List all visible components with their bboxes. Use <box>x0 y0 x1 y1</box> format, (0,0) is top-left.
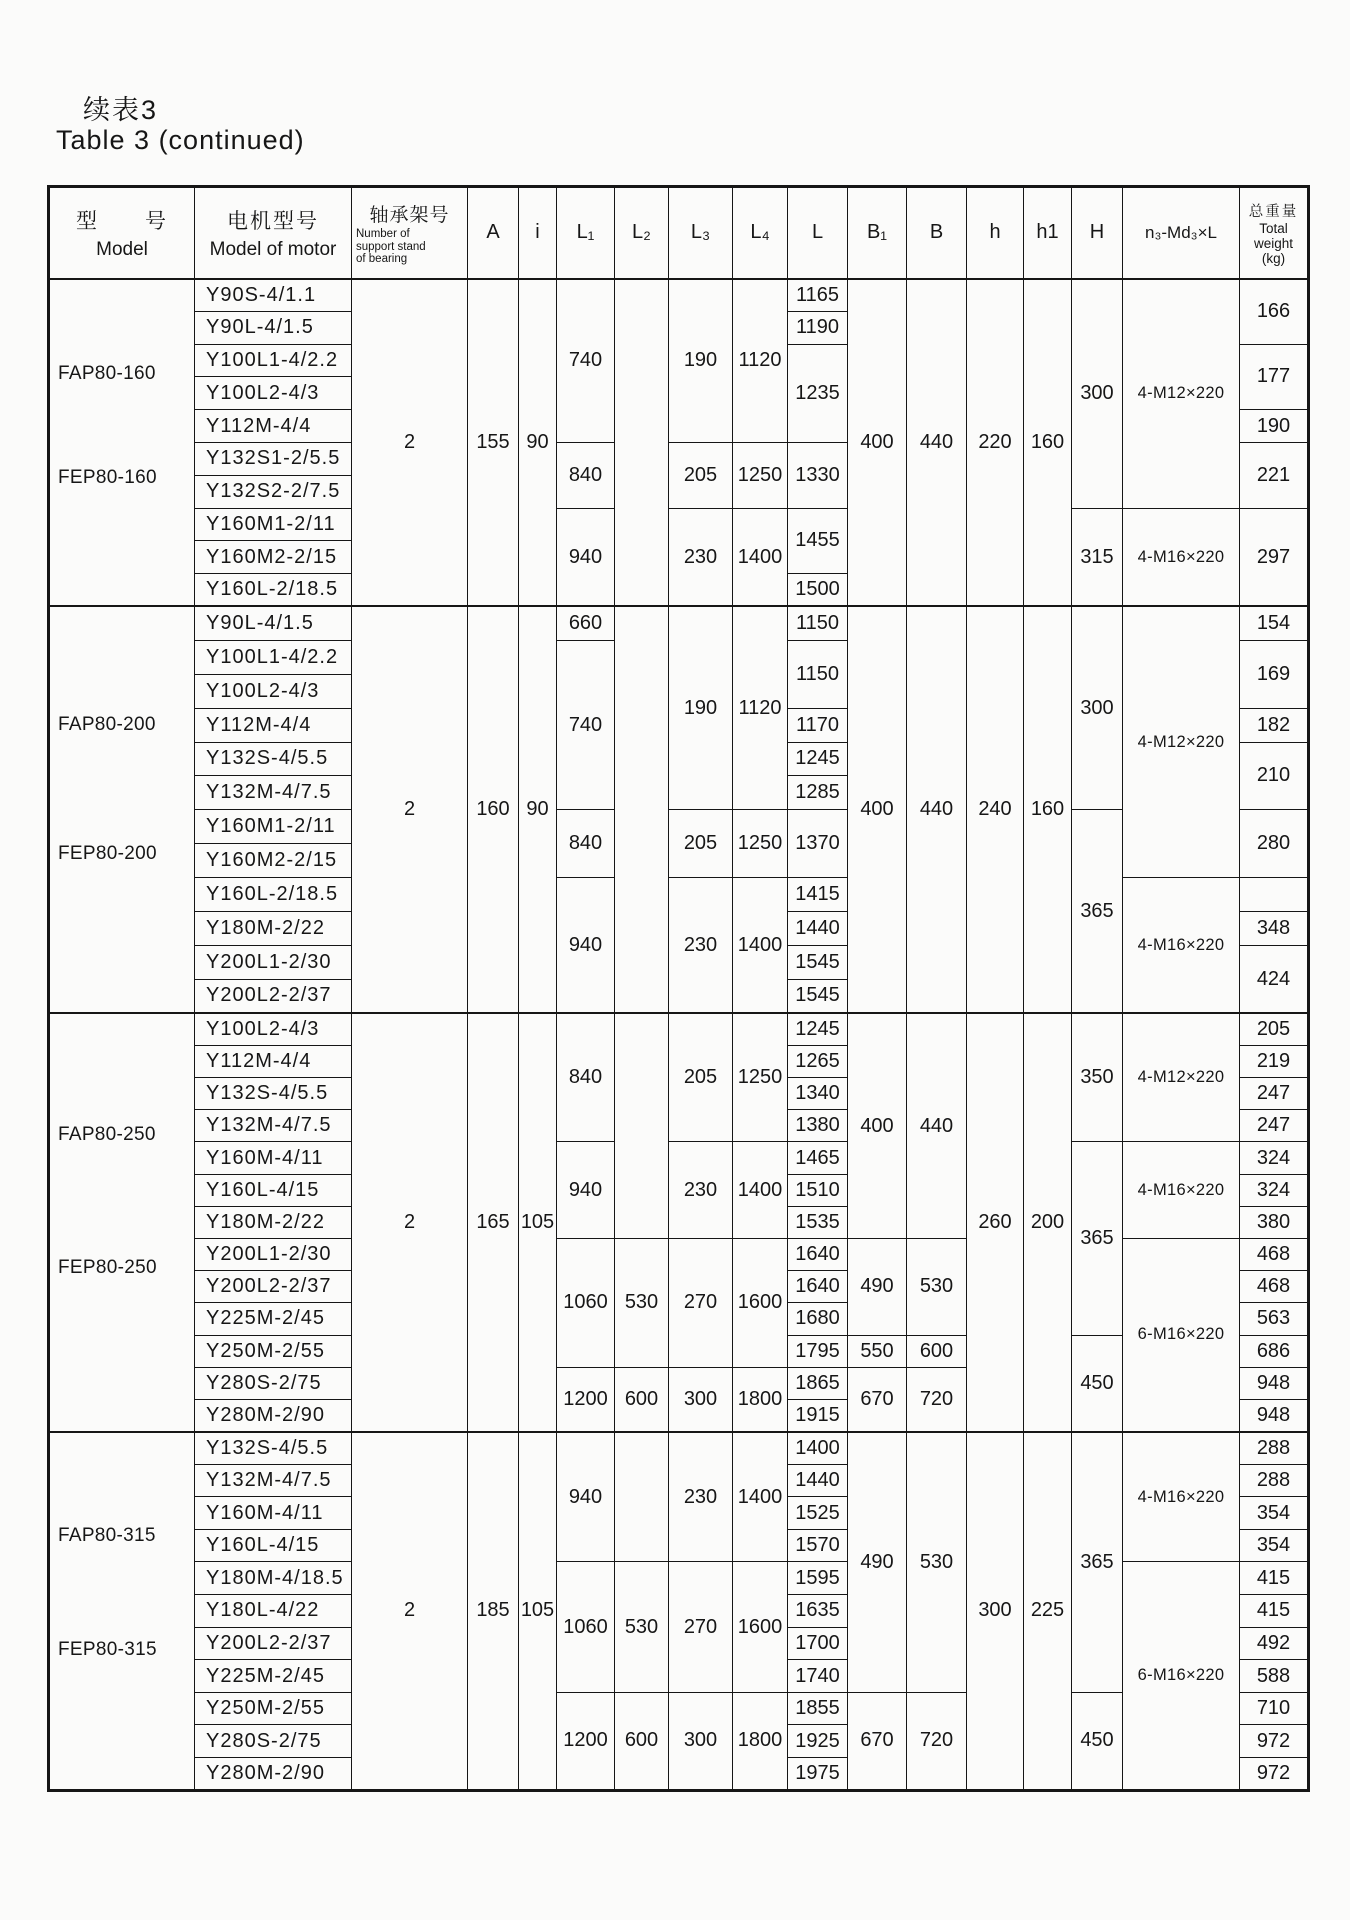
col-L-value: 1400 <box>788 1432 848 1465</box>
col-L4-value: 1400 <box>733 878 788 1014</box>
motor-cell: Y132S-4/5.5 <box>195 1078 352 1110</box>
motor-cell: Y180M-2/22 <box>195 1206 352 1238</box>
col-wt-value: 415 <box>1240 1562 1309 1595</box>
col-L3-value: 300 <box>669 1692 733 1790</box>
table-row <box>49 1013 1309 1045</box>
col-L1-value: 1200 <box>557 1367 615 1431</box>
col-L3-value: 230 <box>669 1432 733 1562</box>
col-wt-value: 686 <box>1240 1335 1309 1367</box>
spec-table <box>47 185 1310 1792</box>
header-col-A: A <box>468 187 519 279</box>
col-B-value: 440 <box>907 606 967 1013</box>
header-col-L3: L₃ <box>669 187 733 279</box>
model-fap: FAP80-160 <box>58 363 156 385</box>
col-h-value: 220 <box>967 279 1024 607</box>
col-L3-value: 230 <box>669 508 733 606</box>
col-wt-value: 354 <box>1240 1529 1309 1562</box>
col-wt-value: 221 <box>1240 442 1309 508</box>
header-row <box>49 187 1309 279</box>
col-L-value: 1795 <box>788 1335 848 1367</box>
col-L-value: 1635 <box>788 1595 848 1628</box>
col-wt-value: 380 <box>1240 1206 1309 1238</box>
col-L-value: 1465 <box>788 1142 848 1174</box>
motor-cell: Y100L2-4/3 <box>195 1013 352 1045</box>
header-model <box>49 187 195 279</box>
col-L3-value: 270 <box>669 1238 733 1367</box>
col-L-value: 1740 <box>788 1660 848 1693</box>
col-n3-value: 4-M12×220 <box>1123 1013 1240 1142</box>
col-A-value: 160 <box>468 606 519 1013</box>
col-L2-value <box>615 1432 669 1562</box>
col-L2-value <box>615 606 669 1013</box>
model-fap: FAP80-315 <box>58 1524 156 1546</box>
col-L1-value: 660 <box>557 606 615 640</box>
table-row <box>49 508 1309 541</box>
motor-cell: Y200L2-2/37 <box>195 979 352 1013</box>
col-H-value: 300 <box>1072 606 1123 809</box>
col-L2-value: 530 <box>615 1562 669 1692</box>
page-title-cn: 续表3 <box>83 95 159 125</box>
col-L4-value: 1800 <box>733 1367 788 1431</box>
col-wt-value: 177 <box>1240 344 1309 410</box>
header-col-L2: L₂ <box>615 187 669 279</box>
col-wt-value: 972 <box>1240 1758 1309 1791</box>
col-A-value: 165 <box>468 1013 519 1431</box>
motor-cell: Y132S-4/5.5 <box>195 1432 352 1465</box>
col-wt-value: 280 <box>1240 810 1309 878</box>
col-L-value: 1595 <box>788 1562 848 1595</box>
col-L-value: 1165 <box>788 279 848 312</box>
col-B-value: 720 <box>907 1692 967 1790</box>
motor-cell: Y160M2-2/15 <box>195 541 352 574</box>
col-i-value: 105 <box>519 1432 557 1791</box>
col-L4-value: 1250 <box>733 442 788 508</box>
motor-cell: Y160L-4/15 <box>195 1529 352 1562</box>
col-H-value: 450 <box>1072 1335 1123 1432</box>
motor-cell: Y90S-4/1.1 <box>195 279 352 312</box>
col-wt-value: 182 <box>1240 708 1309 742</box>
motor-cell: Y200L2-2/37 <box>195 1627 352 1660</box>
motor-cell: Y90L-4/1.5 <box>195 311 352 344</box>
col-wt-value: 205 <box>1240 1013 1309 1045</box>
header-col-L: L <box>788 187 848 279</box>
col-L-value: 1855 <box>788 1692 848 1725</box>
col-wt-value: 588 <box>1240 1660 1309 1693</box>
col-L1-value: 840 <box>557 1013 615 1142</box>
col-L4-value: 1800 <box>733 1692 788 1790</box>
col-L-value: 1865 <box>788 1367 848 1399</box>
col-i-value: 90 <box>519 279 557 607</box>
col-L1-value: 840 <box>557 810 615 878</box>
motor-cell: Y200L1-2/30 <box>195 945 352 979</box>
motor-cell: Y112M-4/4 <box>195 708 352 742</box>
motor-cell: Y100L2-4/3 <box>195 674 352 708</box>
model-cell <box>49 606 195 1013</box>
header-bearing-en: Number of support stand of bearing <box>356 228 426 265</box>
col-B1-value: 400 <box>848 1013 907 1238</box>
motor-cell: Y160M2-2/15 <box>195 844 352 878</box>
header-col-L4: L₄ <box>733 187 788 279</box>
col-L3-value: 205 <box>669 1013 733 1142</box>
col-wt-value: 297 <box>1240 508 1309 606</box>
col-L4-value: 1400 <box>733 1432 788 1562</box>
col-n3-value: 4-M12×220 <box>1123 606 1240 877</box>
col-L3-value: 270 <box>669 1562 733 1692</box>
col-L4-value: 1250 <box>733 1013 788 1142</box>
col-L-value: 1570 <box>788 1529 848 1562</box>
header-col-L1: L₁ <box>557 187 615 279</box>
col-L1-value: 1060 <box>557 1562 615 1692</box>
page-title-en: Table 3 (continued) <box>56 125 305 155</box>
col-L-value: 1525 <box>788 1497 848 1530</box>
col-H-value: 350 <box>1072 1013 1123 1142</box>
col-h1-value: 225 <box>1024 1432 1072 1791</box>
col-L-value: 1415 <box>788 878 848 912</box>
motor-cell: Y160M-4/11 <box>195 1142 352 1174</box>
col-wt-value: 972 <box>1240 1725 1309 1758</box>
col-B1-value: 400 <box>848 279 907 607</box>
header-col-i: i <box>519 187 557 279</box>
col-L3-value: 190 <box>669 606 733 809</box>
col-L-value: 1975 <box>788 1758 848 1791</box>
col-H-value: 365 <box>1072 1432 1123 1693</box>
col-B1-value: 670 <box>848 1367 907 1431</box>
col-L-value: 1245 <box>788 1013 848 1045</box>
col-L1-value: 1060 <box>557 1238 615 1367</box>
col-n3-value: 4-M16×220 <box>1123 1142 1240 1239</box>
header-weight-unit: (kg) <box>1261 250 1286 266</box>
bearing-count-cell: 2 <box>352 1432 468 1791</box>
col-L-value: 1440 <box>788 911 848 945</box>
col-B-value: 440 <box>907 1013 967 1238</box>
col-i-value: 105 <box>519 1013 557 1431</box>
col-L4-value: 1400 <box>733 1142 788 1239</box>
col-L2-value: 600 <box>615 1692 669 1790</box>
col-L4-value: 1250 <box>733 810 788 878</box>
col-L1-value: 940 <box>557 1142 615 1239</box>
col-L1-value: 940 <box>557 508 615 606</box>
col-H-value: 365 <box>1072 810 1123 1013</box>
col-wt-value: 166 <box>1240 279 1309 345</box>
col-L-value: 1150 <box>788 606 848 640</box>
model-cell <box>49 1013 195 1431</box>
col-L-value: 1170 <box>788 708 848 742</box>
motor-cell: Y180M-2/22 <box>195 911 352 945</box>
motor-cell: Y132M-4/7.5 <box>195 1110 352 1142</box>
col-B-value: 600 <box>907 1335 967 1367</box>
col-L1-value: 940 <box>557 1432 615 1562</box>
col-L3-value: 205 <box>669 810 733 878</box>
col-h1-value: 160 <box>1024 279 1072 607</box>
col-h1-value: 160 <box>1024 606 1072 1013</box>
motor-cell: Y200L2-2/37 <box>195 1271 352 1303</box>
col-B1-value: 400 <box>848 606 907 1013</box>
motor-cell: Y132S-4/5.5 <box>195 742 352 776</box>
motor-cell: Y160M1-2/11 <box>195 508 352 541</box>
model-cell <box>49 279 195 607</box>
col-wt-value: 154 <box>1240 606 1309 640</box>
col-L-value: 1440 <box>788 1464 848 1497</box>
table-row <box>49 810 1309 844</box>
col-L1-value: 1200 <box>557 1692 615 1790</box>
col-L-value: 1285 <box>788 776 848 810</box>
col-L2-value <box>615 1013 669 1238</box>
motor-cell: Y180M-4/18.5 <box>195 1562 352 1595</box>
motor-cell: Y160L-2/18.5 <box>195 574 352 607</box>
col-B1-value: 490 <box>848 1238 907 1335</box>
col-wt-value: 424 <box>1240 945 1309 1013</box>
col-B1-value: 550 <box>848 1335 907 1367</box>
col-wt-value: 710 <box>1240 1692 1309 1725</box>
col-L2-value: 600 <box>615 1367 669 1431</box>
col-wt-value: 324 <box>1240 1142 1309 1174</box>
motor-cell: Y100L2-4/3 <box>195 377 352 410</box>
model-fep: FEP80-160 <box>58 467 157 489</box>
col-L-value: 1545 <box>788 945 848 979</box>
motor-cell: Y160M-4/11 <box>195 1497 352 1530</box>
col-L-value: 1500 <box>788 574 848 607</box>
motor-cell: Y160L-2/18.5 <box>195 878 352 912</box>
motor-cell: Y280M-2/90 <box>195 1758 352 1791</box>
col-wt-value: 563 <box>1240 1303 1309 1335</box>
col-wt-value: 492 <box>1240 1627 1309 1660</box>
table-row <box>49 1432 1309 1465</box>
col-L4-value: 1120 <box>733 606 788 809</box>
col-L4-value: 1600 <box>733 1562 788 1692</box>
col-L2-value <box>615 279 669 607</box>
col-L-value: 1380 <box>788 1110 848 1142</box>
col-L-value: 1370 <box>788 810 848 878</box>
motor-cell: Y132M-4/7.5 <box>195 776 352 810</box>
motor-cell: Y280M-2/90 <box>195 1399 352 1431</box>
col-L-value: 1535 <box>788 1206 848 1238</box>
col-B-value: 530 <box>907 1432 967 1693</box>
col-L-value: 1915 <box>788 1399 848 1431</box>
model-fep: FEP80-315 <box>58 1638 157 1660</box>
motor-cell: Y250M-2/55 <box>195 1692 352 1725</box>
table-row <box>49 1142 1309 1174</box>
header-bearing <box>352 187 468 279</box>
col-n3-value: 4-M16×220 <box>1123 508 1240 606</box>
motor-cell: Y250M-2/55 <box>195 1335 352 1367</box>
motor-cell: Y200L1-2/30 <box>195 1238 352 1270</box>
header-model-cn: 型 号 <box>76 209 168 233</box>
col-h-value: 300 <box>967 1432 1024 1791</box>
col-wt-value: 354 <box>1240 1497 1309 1530</box>
table-row <box>49 1692 1309 1725</box>
model-cell <box>49 1432 195 1791</box>
motor-cell: Y160L-4/15 <box>195 1174 352 1206</box>
col-wt-value: 190 <box>1240 410 1309 443</box>
col-L1-value: 740 <box>557 640 615 809</box>
header-bearing-cn: 轴承架号 <box>369 205 450 226</box>
col-H-value: 365 <box>1072 1142 1123 1335</box>
col-L4-value: 1600 <box>733 1238 788 1367</box>
col-n3-value: 6-M16×220 <box>1123 1238 1240 1431</box>
col-wt-value: 247 <box>1240 1110 1309 1142</box>
model-fap: FAP80-250 <box>58 1123 156 1145</box>
bearing-count-cell: 2 <box>352 1013 468 1431</box>
col-L3-value: 230 <box>669 878 733 1014</box>
col-wt-value: 948 <box>1240 1399 1309 1431</box>
col-wt-value: 288 <box>1240 1464 1309 1497</box>
col-wt-value: 169 <box>1240 640 1309 708</box>
col-L-value: 1245 <box>788 742 848 776</box>
bearing-count-cell: 2 <box>352 279 468 607</box>
col-wt-value <box>1240 878 1309 912</box>
col-n3-value: 4-M16×220 <box>1123 878 1240 1014</box>
col-B-value: 440 <box>907 279 967 607</box>
col-wt-value: 247 <box>1240 1078 1309 1110</box>
motor-cell: Y112M-4/4 <box>195 1045 352 1077</box>
col-n3-value: 6-M16×220 <box>1123 1562 1240 1790</box>
col-wt-value: 415 <box>1240 1595 1309 1628</box>
header-weight-en: Total weight <box>1253 220 1294 251</box>
motor-cell: Y132S2-2/7.5 <box>195 475 352 508</box>
col-H-value: 450 <box>1072 1692 1123 1790</box>
col-h1-value: 200 <box>1024 1013 1072 1431</box>
col-wt-value: 468 <box>1240 1271 1309 1303</box>
col-L-value: 1330 <box>788 442 848 508</box>
col-L-value: 1700 <box>788 1627 848 1660</box>
header-motor-cn: 电机型号 <box>227 209 319 233</box>
header-col-h1: h1 <box>1024 187 1072 279</box>
col-L-value: 1545 <box>788 979 848 1013</box>
col-wt-value: 948 <box>1240 1367 1309 1399</box>
motor-cell: Y180L-4/22 <box>195 1595 352 1628</box>
model-fap: FAP80-200 <box>58 713 156 735</box>
motor-cell: Y280S-2/75 <box>195 1725 352 1758</box>
col-L3-value: 300 <box>669 1367 733 1431</box>
motor-cell: Y100L1-4/2.2 <box>195 344 352 377</box>
col-L-value: 1455 <box>788 508 848 574</box>
col-wt-value: 324 <box>1240 1174 1309 1206</box>
header-col-H: H <box>1072 187 1123 279</box>
spec-table-body <box>49 279 1309 1791</box>
bearing-count-cell: 2 <box>352 606 468 1013</box>
header-col-B: B <box>907 187 967 279</box>
header-weight-cn: 总重量 <box>1248 203 1299 220</box>
motor-cell: Y112M-4/4 <box>195 410 352 443</box>
col-L1-value: 940 <box>557 878 615 1014</box>
header-col-B1: B₁ <box>848 187 907 279</box>
motor-cell: Y160M1-2/11 <box>195 810 352 844</box>
col-n3-value: 4-M12×220 <box>1123 279 1240 509</box>
header-motor-en: Model of motor <box>209 238 337 260</box>
col-L-value: 1150 <box>788 640 848 708</box>
motor-cell: Y132M-4/7.5 <box>195 1464 352 1497</box>
col-H-value: 315 <box>1072 508 1123 606</box>
col-A-value: 185 <box>468 1432 519 1791</box>
col-L-value: 1235 <box>788 344 848 442</box>
table-row <box>49 606 1309 640</box>
motor-cell: Y225M-2/45 <box>195 1303 352 1335</box>
col-L4-value: 1400 <box>733 508 788 606</box>
col-L1-value: 840 <box>557 442 615 508</box>
motor-cell: Y90L-4/1.5 <box>195 606 352 640</box>
col-wt-value: 288 <box>1240 1432 1309 1465</box>
col-L1-value: 740 <box>557 279 615 443</box>
motor-cell: Y280S-2/75 <box>195 1367 352 1399</box>
col-h-value: 260 <box>967 1013 1024 1431</box>
col-L-value: 1340 <box>788 1078 848 1110</box>
col-L-value: 1925 <box>788 1725 848 1758</box>
col-L-value: 1265 <box>788 1045 848 1077</box>
col-wt-value: 210 <box>1240 742 1309 810</box>
motor-cell: Y100L1-4/2.2 <box>195 640 352 674</box>
header-col-h: h <box>967 187 1024 279</box>
col-L-value: 1190 <box>788 311 848 344</box>
col-wt-value: 468 <box>1240 1238 1309 1270</box>
col-L3-value: 190 <box>669 279 733 443</box>
col-L-value: 1640 <box>788 1271 848 1303</box>
col-L-value: 1510 <box>788 1174 848 1206</box>
model-fep: FEP80-200 <box>58 843 157 865</box>
col-wt-value: 348 <box>1240 911 1309 945</box>
col-A-value: 155 <box>468 279 519 607</box>
table-row <box>49 279 1309 312</box>
col-H-value: 300 <box>1072 279 1123 509</box>
col-wt-value: 219 <box>1240 1045 1309 1077</box>
col-B1-value: 670 <box>848 1692 907 1790</box>
col-i-value: 90 <box>519 606 557 1013</box>
motor-cell: Y132S1-2/5.5 <box>195 442 352 475</box>
header-motor <box>195 187 352 279</box>
col-n3-value: 4-M16×220 <box>1123 1432 1240 1562</box>
col-L3-value: 205 <box>669 442 733 508</box>
model-fep: FEP80-250 <box>58 1257 157 1279</box>
col-B-value: 530 <box>907 1238 967 1335</box>
col-h-value: 240 <box>967 606 1024 1013</box>
header-total-weight <box>1240 187 1309 279</box>
col-L-value: 1680 <box>788 1303 848 1335</box>
header-col-n3-Md3-L: n₃-Md₃×L <box>1123 187 1240 279</box>
col-L-value: 1640 <box>788 1238 848 1270</box>
col-B-value: 720 <box>907 1367 967 1431</box>
col-B1-value: 490 <box>848 1432 907 1693</box>
header-model-en: Model <box>96 238 148 260</box>
col-L3-value: 230 <box>669 1142 733 1239</box>
col-L2-value: 530 <box>615 1238 669 1367</box>
col-L4-value: 1120 <box>733 279 788 443</box>
motor-cell: Y225M-2/45 <box>195 1660 352 1693</box>
